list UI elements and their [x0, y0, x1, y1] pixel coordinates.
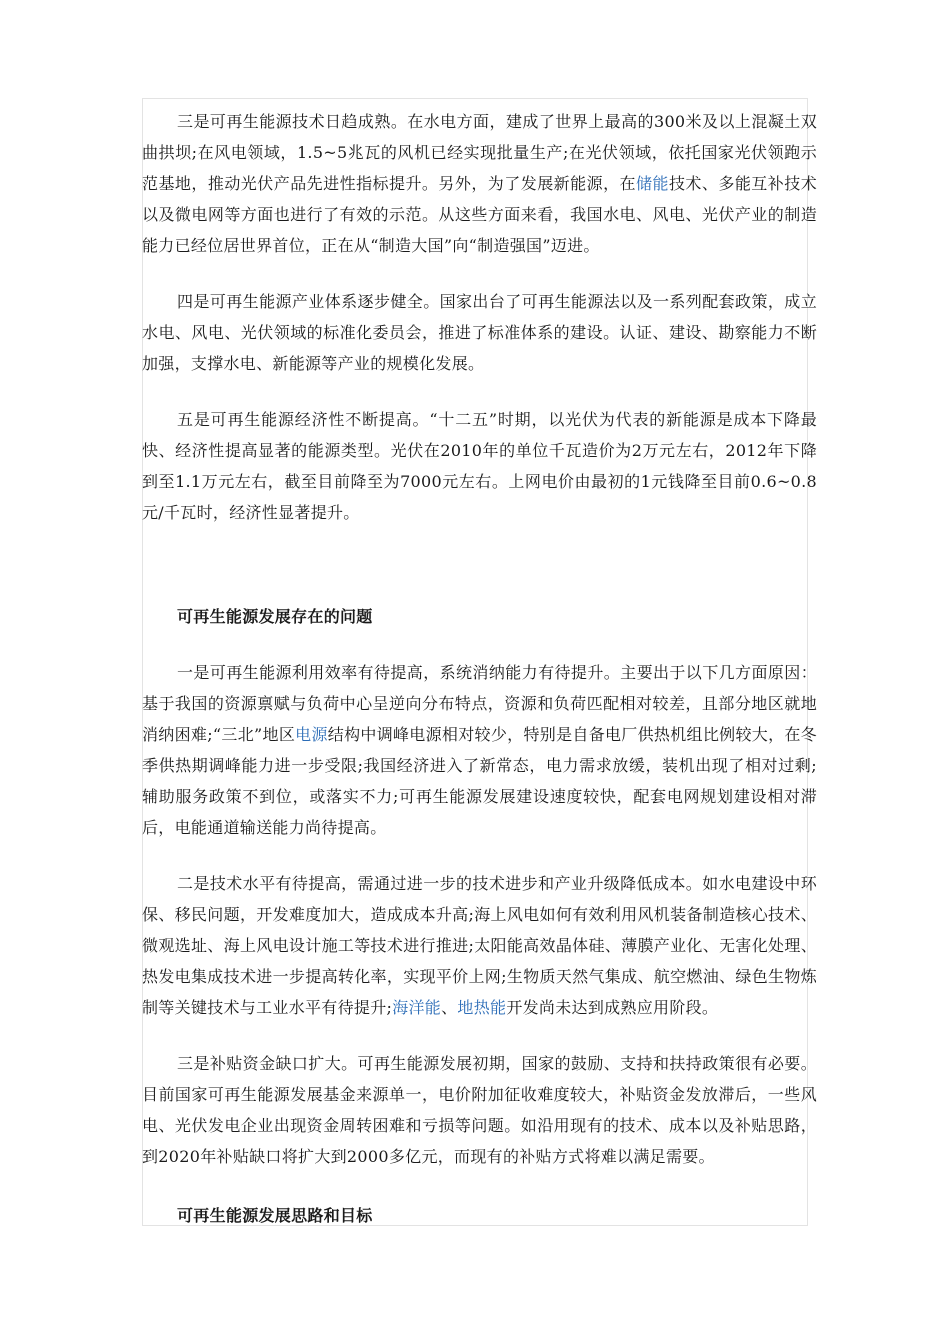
- link-geothermal-energy[interactable]: 地热能: [457, 998, 507, 1017]
- link-power-source[interactable]: 电源: [295, 725, 328, 744]
- paragraph-industry-system: 四是可再生能源产业体系逐步健全。国家出台了可再生能源法以及一系列配套政策，成立水电、风电、光伏领域的标准化委员会，推进了标准体系的建设。认证、建设、勘察能力不断加强，支撑水电、新能源等产业的规模化发展。: [142, 292, 817, 373]
- article-body: [142, 106, 817, 1231]
- paragraph-text: 一是可再生能源利用效率有待提高，系统消纳能力有待提升。主要出于以下几方面原因：基于我国的资源禀赋与负荷中心呈逆向分布特点，资源和负荷匹配相对较差，且部分地区就地消纳困难;“三北”地区: [142, 663, 817, 744]
- paragraph-text: 技术、多能互补技术以及微电网等方面也进行了有效的示范。从这些方面来看，我国水电、风电、光伏产业的制造能力已经位居世界首位，正在从“制造大国”向“制造强国”迈进。: [142, 174, 817, 255]
- link-energy-storage[interactable]: 储能: [636, 174, 669, 193]
- paragraph-economics: 五是可再生能源经济性不断提高。“十二五”时期，以光伏为代表的新能源是成本下降最快、经济性提高显著的能源类型。光伏在2010年的单位千瓦造价为2万元左右，2012年下降到至1.1万元左右，截至目前降至为7000元左右。上网电价由最初的1元钱降至目前0.6~0.8元/千瓦时，经济性显著提升。: [142, 410, 817, 522]
- section-heading-goals: 可再生能源发展思路和目标: [177, 1206, 373, 1225]
- paragraph-technology-level: [142, 868, 817, 1023]
- paragraph-efficiency: [142, 657, 817, 843]
- paragraph-text: 开发尚未达到成熟应用阶段。: [506, 998, 719, 1017]
- section-heading-problems: 可再生能源发展存在的问题: [177, 607, 373, 626]
- paragraph-text: 结构中调峰电源相对较少，特别是自备电厂供热机组比例较大，在冬季供热期调峰能力进一步受限;我国经济进入了新常态，电力需求放缓，装机出现了相对过剩;辅助服务政策不到位，或落实不力;可再生能源发展建设速度较快，配套电网规划建设相对滞后，电能通道输送能力尚待提高。: [142, 725, 817, 837]
- paragraph-text: 二是技术水平有待提高，需通过进一步的技术进步和产业升级降低成本。如水电建设中环保、移民问题，开发难度加大，造成成本升高;海上风电如何有效利用风机装备制造核心技术、微观选址、海上风电设计施工等技术进行推进;太阳能高效晶体硅、薄膜产业化、无害化处理、热发电集成技术进一步提高转化率，实现平价上网;生物质天然气集成、航空燃油、绿色生物炼制等关键技术与工业水平有待提升;: [142, 874, 817, 1017]
- paragraph-text: 三是可再生能源技术日趋成熟。在水电方面，建成了世界上最高的300米及以上混凝土双曲拱坝;在风电领域，1.5~5兆瓦的风机已经实现批量生产;在光伏领域，依托国家光伏领跑示范基地，推动光伏产品先进性指标提升。另外，为了发展新能源，在: [142, 112, 817, 193]
- paragraph-subsidy-gap: 三是补贴资金缺口扩大。可再生能源发展初期，国家的鼓励、支持和扶持政策很有必要。目前国家可再生能源发展基金来源单一，电价附加征收难度较大，补贴资金发放滞后，一些风电、光伏发电企业出现资金周转困难和亏损等问题。如沿用现有的技术、成本以及补贴思路，到2020年补贴缺口将扩大到2000多亿元，而现有的补贴方式将难以满足需要。: [142, 1054, 817, 1166]
- separator: 、: [441, 998, 458, 1017]
- paragraph-tech-maturity: [142, 106, 817, 261]
- link-ocean-energy[interactable]: 海洋能: [392, 998, 442, 1017]
